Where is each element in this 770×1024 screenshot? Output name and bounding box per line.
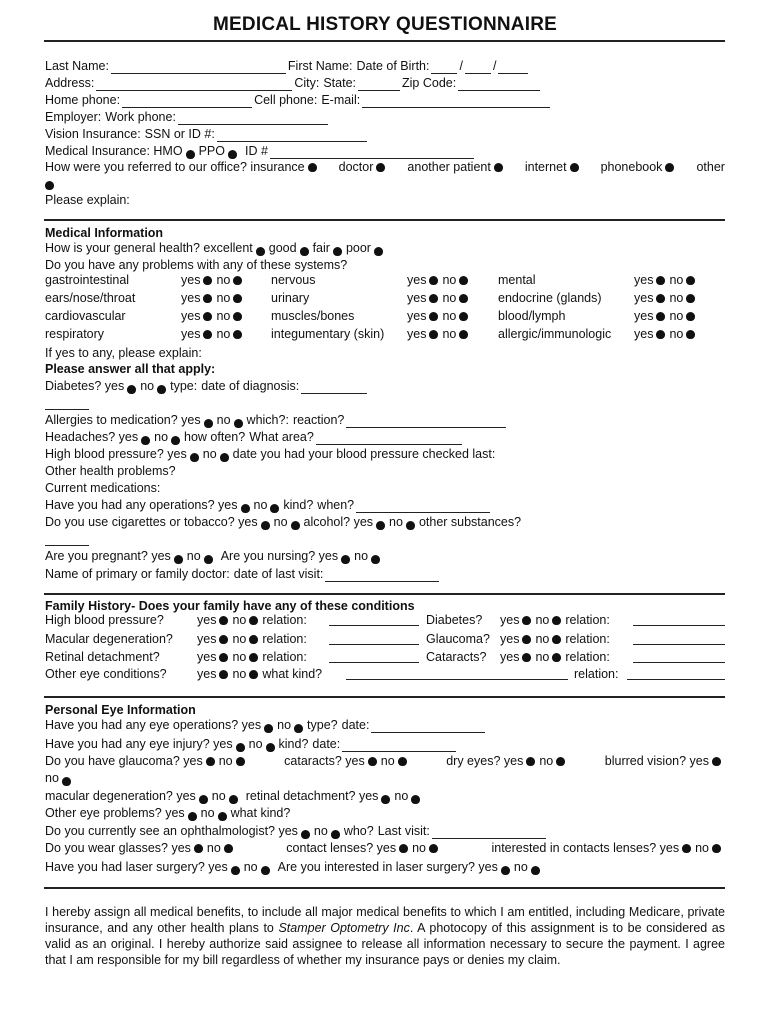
no-checkbox-icon[interactable] [556, 757, 565, 766]
family-relation-field[interactable] [329, 625, 419, 626]
insurance-checkbox-icon[interactable] [308, 163, 317, 172]
section-divider [44, 696, 725, 698]
family-relation-label: relation: [574, 667, 619, 681]
family-condition-label: Macular degeneration? [45, 632, 173, 646]
glasses-label: Do you wear glasses? yes [45, 841, 191, 855]
system-yes-no[interactable]: yes no [181, 291, 246, 305]
email-label: E-mail: [321, 93, 361, 107]
system-yes-no[interactable]: yes no [634, 327, 699, 341]
family-condition-label: Retinal detachment? [45, 650, 160, 664]
system-yes-no[interactable]: yes no [181, 309, 246, 323]
good-checkbox-icon[interactable] [300, 247, 309, 256]
family-condition-label: Glaucoma? [426, 632, 490, 646]
work-phone-field[interactable] [178, 112, 328, 125]
other-subst-field-cont[interactable] [45, 533, 89, 546]
eye-injury-row [45, 735, 725, 752]
no-label: no [200, 806, 215, 820]
no-label: no [389, 515, 403, 529]
no-label: no [277, 718, 292, 732]
yes-checkbox-icon[interactable] [236, 743, 245, 752]
referral-label: How were you referred to our office? insurance [45, 160, 305, 174]
glaucoma-label: Do you have glaucoma? yes [45, 754, 203, 768]
eye-op-date-field[interactable] [371, 720, 485, 733]
when-label: when? [317, 498, 355, 512]
no-checkbox-icon[interactable] [411, 795, 420, 804]
yes-checkbox-icon[interactable] [301, 830, 310, 839]
general-health-label: How is your general health? excellent [45, 241, 253, 255]
date-diag-field-cont[interactable] [45, 397, 89, 410]
system-yes-no[interactable]: yes no [181, 273, 246, 287]
allergies-row [45, 411, 725, 428]
no-label: no [154, 430, 169, 444]
eye-injury-date-field[interactable] [342, 739, 456, 752]
yes-checkbox-icon[interactable] [141, 436, 150, 445]
allergies-label: Allergies to medication? yes [45, 413, 201, 427]
interested-laser-label: Are you interested in laser surgery? yes [277, 860, 498, 874]
current-meds-row [45, 479, 725, 496]
pregnant-label: Are you pregnant? yes [45, 549, 171, 563]
system-yes-no[interactable]: yes no [407, 309, 472, 323]
no-label: no [394, 789, 409, 803]
page-title: MEDICAL HISTORY QUESTIONNAIRE [213, 14, 557, 35]
system-yes-no[interactable]: yes no [407, 273, 472, 287]
diabetes-label: Diabetes? yes [45, 379, 125, 393]
macular-label: macular degeneration? yes [45, 789, 196, 803]
system-label: endocrine (glands) [498, 291, 602, 305]
address-field[interactable] [96, 78, 292, 91]
no-checkbox-icon[interactable] [294, 724, 303, 733]
dob-label: Date of Birth: [356, 59, 430, 73]
yes-checkbox-icon[interactable] [381, 795, 390, 804]
tobacco-cont-row [45, 529, 725, 546]
tobacco-row [45, 513, 725, 530]
poor-label: poor [345, 241, 371, 255]
what-area-field[interactable] [316, 432, 462, 445]
ophth-label: Do you currently see an ophthalmologist? yes [45, 824, 298, 838]
company-name: Stamper Optometry Inc [278, 921, 410, 935]
explain-row [45, 191, 725, 208]
other-checkbox-icon[interactable] [45, 181, 54, 190]
what-area-label: What area? [249, 430, 314, 444]
what-kind-label: what kind? [230, 806, 291, 820]
tobacco-label: Do you use cigarettes or tobacco? yes [45, 515, 258, 529]
type-label: type? [307, 718, 338, 732]
no-checkbox-icon[interactable] [218, 812, 227, 821]
date-label: date: [312, 737, 341, 751]
system-yes-no[interactable]: yes no [407, 327, 472, 341]
system-yes-no[interactable]: yes no [634, 273, 699, 287]
no-checkbox-icon[interactable] [236, 757, 245, 766]
no-checkbox-icon[interactable] [204, 555, 213, 564]
nursing-label: Are you nursing? yes [220, 549, 339, 563]
dob-day-field[interactable] [465, 61, 491, 74]
family-condition-label: High blood pressure? [45, 613, 164, 627]
no-checkbox-icon[interactable] [234, 419, 243, 428]
fair-label: fair [312, 241, 330, 255]
ppo-label: PPO [198, 144, 225, 158]
last-name-label: Last Name: [45, 59, 109, 73]
family-relation-field[interactable] [329, 644, 419, 645]
no-label: no [380, 754, 395, 768]
internet-checkbox-icon[interactable] [570, 163, 579, 172]
medical-ins-label: Medical Insurance: HMO [45, 144, 183, 158]
other-subst-label: other substances? [418, 515, 522, 529]
system-yes-no[interactable]: yes no [407, 291, 472, 305]
no-checkbox-icon[interactable] [261, 866, 270, 875]
diabetes-row [45, 377, 725, 394]
system-label: urinary [271, 291, 310, 305]
no-checkbox-icon[interactable] [429, 844, 438, 853]
yes-checkbox-icon[interactable] [188, 812, 197, 821]
fair-checkbox-icon[interactable] [333, 247, 342, 256]
glaucoma-row [45, 752, 725, 769]
no-label: no [253, 498, 268, 512]
other-health-label: Other health problems? [45, 464, 176, 478]
system-yes-no[interactable]: yes no [634, 309, 699, 323]
no-checkbox-icon[interactable] [331, 830, 340, 839]
zip-field[interactable] [458, 78, 540, 91]
system-label: mental [498, 273, 536, 287]
yes-checkbox-icon[interactable] [399, 844, 408, 853]
diabetes-cont-row [45, 393, 725, 410]
family-yes-no[interactable]: yes no relation: [500, 650, 610, 664]
no-label: no [248, 737, 263, 751]
family-yes-no[interactable]: yes no relation: [197, 613, 307, 627]
systems-question: Do you have any problems with any of these systems? [45, 258, 348, 272]
patient-checkbox-icon[interactable] [494, 163, 503, 172]
dob-separator: / [492, 59, 497, 73]
bp-date-label: date you had your blood pressure checked last: [232, 447, 496, 461]
medical-heading: Medical Information [45, 226, 164, 240]
no-checkbox-icon[interactable] [371, 555, 380, 564]
glasses-row [45, 839, 725, 856]
id-label: ID # [244, 144, 268, 158]
system-label: integumentary (skin) [271, 327, 385, 341]
last-visit-label: Last visit: [377, 824, 430, 838]
interested-contacts-label: interested in contacts lenses? yes [491, 841, 680, 855]
no-label: no [218, 754, 233, 768]
excellent-checkbox-icon[interactable] [256, 247, 265, 256]
hbp-row [45, 445, 725, 462]
no-checkbox-icon[interactable] [266, 743, 275, 752]
kind-label: kind? [278, 737, 309, 751]
family-condition-label: Other eye conditions? [45, 667, 167, 681]
eye-heading: Personal Eye Information [45, 703, 196, 717]
ref-other-label: other [696, 160, 725, 174]
type-label: type: [170, 379, 198, 393]
assignment-paragraph: I hereby assign all medical benefits, to include all major medical benefits to which I am entitled, including Medicare, private insurance, and any other health plans to Stamper Optometry Inc. A photocopy of this assignment is to be considered as valid as an original. I hereby authorize said assignee to release all information necessary to secure the payment. I agree that I am responsible for my bill regardless of whether my insurance pays or denies my claim. [45, 905, 726, 967]
pregnant-row [45, 547, 725, 564]
system-yes-no[interactable]: yes no [181, 327, 246, 341]
last-visit-label: date of last visit: [233, 567, 324, 581]
kind-label: kind? [283, 498, 314, 512]
no-checkbox-icon[interactable] [224, 844, 233, 853]
family-relation-field[interactable] [633, 644, 725, 645]
work-phone-label: Work phone: [105, 110, 176, 124]
family-heading: Family History- Does your family have any of these conditions [45, 599, 415, 613]
ssn-label: SSN or ID #: [144, 127, 215, 141]
phone-row [45, 91, 725, 108]
state-label: State: [323, 76, 357, 90]
other-eye-label: Other eye problems? yes [45, 806, 185, 820]
yes-checkbox-icon[interactable] [368, 757, 377, 766]
email-field[interactable] [362, 95, 550, 108]
dry-eyes-label: dry eyes? yes [446, 754, 524, 768]
ref-phonebook-label: phonebook [600, 160, 663, 174]
yes-checkbox-icon[interactable] [231, 866, 240, 875]
good-label: good [268, 241, 297, 255]
system-label: respiratory [45, 327, 105, 341]
which-label: which?: [246, 413, 289, 427]
yes-checkbox-icon[interactable] [526, 757, 535, 766]
name-row [45, 57, 725, 74]
medical-ins-row [45, 142, 725, 159]
yes-checkbox-icon[interactable] [206, 757, 215, 766]
no-checkbox-icon[interactable] [62, 777, 71, 786]
when-field[interactable] [356, 500, 490, 513]
system-label: gastrointestinal [45, 273, 130, 287]
no-label: no [539, 754, 554, 768]
who-label: who? [343, 824, 374, 838]
family-yes-no[interactable]: yes no relation: [500, 632, 610, 646]
yes-checkbox-icon[interactable] [190, 453, 199, 462]
no-label: no [513, 860, 528, 874]
family-yes-no[interactable]: yes no what kind? [197, 667, 323, 681]
date-label: date: [341, 718, 370, 732]
blurred-label: blurred vision? yes [604, 754, 709, 768]
eye-ops-row [45, 716, 725, 733]
yes-checkbox-icon[interactable] [712, 757, 721, 766]
no-label: no [313, 824, 328, 838]
doctor-checkbox-icon[interactable] [376, 163, 385, 172]
last-name-field[interactable] [111, 61, 286, 74]
yes-checkbox-icon[interactable] [241, 504, 250, 513]
home-phone-label: Home phone: [45, 93, 121, 107]
referral-other-row [45, 173, 725, 190]
dob-separator: / [459, 59, 463, 73]
alcohol-label: alcohol? yes [303, 515, 374, 529]
home-phone-field[interactable] [122, 95, 252, 108]
no-label: no [354, 549, 369, 563]
operations-label: Have you had any operations? yes [45, 498, 238, 512]
dob-year-field[interactable] [498, 61, 528, 74]
no-checkbox-icon[interactable] [712, 844, 721, 853]
no-label: no [140, 379, 155, 393]
eye-ops-label: Have you had any eye operations? yes [45, 718, 262, 732]
headaches-row [45, 428, 725, 445]
other-eye-row [45, 804, 725, 821]
yes-checkbox-icon[interactable] [682, 844, 691, 853]
if-yes-label: If yes to any, please explain: [45, 346, 202, 360]
no-checkbox-icon[interactable] [270, 504, 279, 513]
how-often-label: how often? [184, 430, 246, 444]
laser-label: Have you had laser surgery? yes [45, 860, 228, 874]
system-label: cardiovascular [45, 309, 126, 323]
system-yes-no[interactable]: yes no [634, 291, 699, 305]
employer-row [45, 108, 725, 125]
eye-injury-label: Have you had any eye injury? yes [45, 737, 233, 751]
system-label: ears/nose/throat [45, 291, 136, 305]
top-divider [44, 40, 725, 42]
vision-ins-row [45, 125, 725, 142]
system-label: blood/lymph [498, 309, 566, 323]
headaches-label: Headaches? yes [45, 430, 139, 444]
ref-internet-label: internet [524, 160, 567, 174]
ref-patient-label: another patient [407, 160, 491, 174]
retinal-label: retinal detachment? yes [245, 789, 379, 803]
ref-doctor-label: doctor [338, 160, 374, 174]
yes-checkbox-icon[interactable] [174, 555, 183, 564]
no-label: no [211, 789, 226, 803]
no-label: no [695, 841, 709, 855]
yes-checkbox-icon[interactable] [194, 844, 203, 853]
answer-all-heading: Please answer all that apply: [45, 362, 216, 376]
blurred-cont-row [45, 769, 725, 786]
yes-checkbox-icon[interactable] [501, 866, 510, 875]
last-visit-field[interactable] [325, 569, 439, 582]
ophth-row [45, 822, 725, 839]
current-meds-label: Current medications: [45, 481, 161, 495]
no-label: no [273, 515, 288, 529]
operations-row [45, 496, 725, 513]
contacts-label: contact lenses? yes [286, 841, 397, 855]
system-label: allergic/immunologic [498, 327, 612, 341]
state-field[interactable] [358, 78, 400, 91]
vision-ins-label: Vision Insurance: [45, 127, 141, 141]
date-diag-label: date of diagnosis: [201, 379, 300, 393]
ssn-field[interactable] [217, 129, 367, 142]
dob-month-field[interactable] [431, 61, 457, 74]
system-label: nervous [271, 273, 316, 287]
family-relation-field[interactable] [329, 662, 419, 663]
primary-doc-row [45, 565, 725, 582]
yes-checkbox-icon[interactable] [341, 555, 350, 564]
family-relation-field[interactable] [633, 625, 725, 626]
address-label: Address: [45, 76, 95, 90]
no-label: no [216, 413, 231, 427]
hbp-label: High blood pressure? yes [45, 447, 187, 461]
if-yes-row [45, 344, 725, 361]
family-relation-field[interactable] [633, 662, 725, 663]
poor-checkbox-icon[interactable] [374, 247, 383, 256]
family-yes-no[interactable]: yes no relation: [500, 613, 610, 627]
no-label: no [45, 771, 59, 785]
yes-checkbox-icon[interactable] [199, 795, 208, 804]
laser-row [45, 858, 725, 875]
other-health-row [45, 462, 725, 479]
section-divider [44, 887, 725, 889]
family-yes-no[interactable]: yes no relation: [197, 632, 307, 646]
yes-checkbox-icon[interactable] [204, 419, 213, 428]
cataracts-label: cataracts? yes [284, 754, 365, 768]
phonebook-checkbox-icon[interactable] [665, 163, 674, 172]
section-divider [44, 593, 725, 595]
yes-checkbox-icon[interactable] [264, 724, 273, 733]
family-condition-label: Diabetes? [426, 613, 483, 627]
family-relation-field[interactable] [627, 679, 725, 680]
reaction-label: reaction? [292, 413, 345, 427]
family-condition-label: Cataracts? [426, 650, 487, 664]
no-checkbox-icon[interactable] [171, 436, 180, 445]
ophth-last-visit-field[interactable] [432, 826, 546, 839]
no-label: no [202, 447, 217, 461]
first-name-label: First Name: [287, 59, 353, 73]
no-checkbox-icon[interactable] [531, 866, 540, 875]
family-yes-no[interactable]: yes no relation: [197, 650, 307, 664]
cell-phone-label: Cell phone: [254, 93, 318, 107]
explain-label: Please explain: [45, 193, 130, 207]
section-divider [44, 219, 725, 221]
primary-doc-label: Name of primary or family doctor: [45, 567, 230, 581]
no-checkbox-icon[interactable] [220, 453, 229, 462]
general-health-row [45, 239, 725, 256]
address-row [45, 74, 725, 91]
no-label: no [206, 841, 221, 855]
employer-label: Employer: [45, 110, 102, 124]
no-checkbox-icon[interactable] [398, 757, 407, 766]
no-label: no [243, 860, 258, 874]
system-label: muscles/bones [271, 309, 355, 323]
city-label: City: [294, 76, 320, 90]
no-checkbox-icon[interactable] [229, 795, 238, 804]
no-label: no [186, 549, 201, 563]
zip-label: Zip Code: [402, 76, 457, 90]
family-what-kind-field[interactable] [346, 679, 568, 680]
no-label: no [412, 841, 426, 855]
macular-row [45, 787, 725, 804]
reaction-field[interactable] [346, 415, 506, 428]
